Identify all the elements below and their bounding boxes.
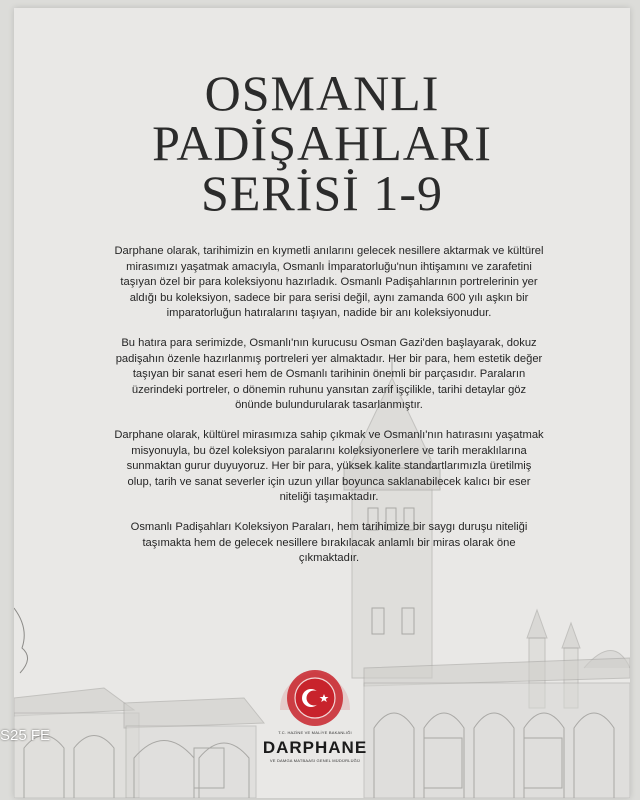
- description-text: [114, 244, 544, 581]
- paragraph-2: Bu hatıra para serimizde, Osmanlı'nın kurucusu Osman Gazi'den başlayarak, dokuz padişahın özenle hazırlanmış portreleri yer almaktadır. Her bir para, hem estetik değer taşıyan bir sanat eseri hem de Osmanlı tarihinin önemli bir parçasıdır. Paraların üzerindeki portreler, o dönemin ruhunu yansıtan zarif işçilikle, tarihi detaylar göz önünde bulundurularak tasarlanmıştır.: [115, 336, 543, 412]
- title-line-3: SERİSİ 1-9: [201, 165, 443, 221]
- paragraph-3: Darphane olarak, kültürel mirasımıza sahip çıkmak ve Osmanlı'nın hatırasını yaşatmak misyonuyla, bu özel koleksiyon paralarını koleksiyonerlere ve tarih meraklılarına sunmaktan gurur duyuyoruz. Her bir para, yüksek kalite standartlarımızla üretilmiş olup, tarih ve sanat severler için uzun yıllar boyunca saklanabilecek kalıcı bir eser niteliği taşımaktadır.: [114, 428, 544, 504]
- logo-name: DARPHANE: [262, 738, 368, 757]
- logo-top-caption: T.C. HAZİNE VE MALİYE BAKANLIĞI: [278, 730, 352, 735]
- logo-bottom-caption: VE DAMGA MATBAASI GENEL MÜDÜRLÜĞÜ: [269, 758, 361, 763]
- paragraph-4: Osmanlı Padişahları Koleksiyon Paraları, hem tarihimize bir saygı duruşu niteliği taşımakta hem de gelecek nesillere bırakılacak anlamlı bir miras olarak öne çıkmaktadır.: [130, 520, 528, 565]
- title-line-2: PADİŞAHLARI: [152, 115, 492, 171]
- paragraph-1: Darphane olarak, tarihimizin en kıymetli anılarını gelecek nesillere aktarmak ve kültürel mirasımızı yaşatmak amacıyla, Osmanlı İmparatorluğu'nun ihtişamını ve zarafetini taşıyan özel bir para koleksiyonu hazırladık. Osmanlı Padişahlarının portrelerinin yer aldığı bu koleksiyon, sadece bir para serisi değil, aynı zamanda 600 yılı aşkın bir imparatorluğun hatıralarını taşıyan, nadide bir anı koleksiyonudur.: [114, 245, 544, 320]
- darphane-logo: [240, 650, 390, 770]
- darphane-emblem-icon: [240, 650, 390, 736]
- camera-watermark: S25 FE: [0, 727, 51, 744]
- booklet-page: [14, 8, 630, 798]
- page-title: [14, 65, 630, 221]
- title-line-1: OSMANLI: [204, 65, 440, 121]
